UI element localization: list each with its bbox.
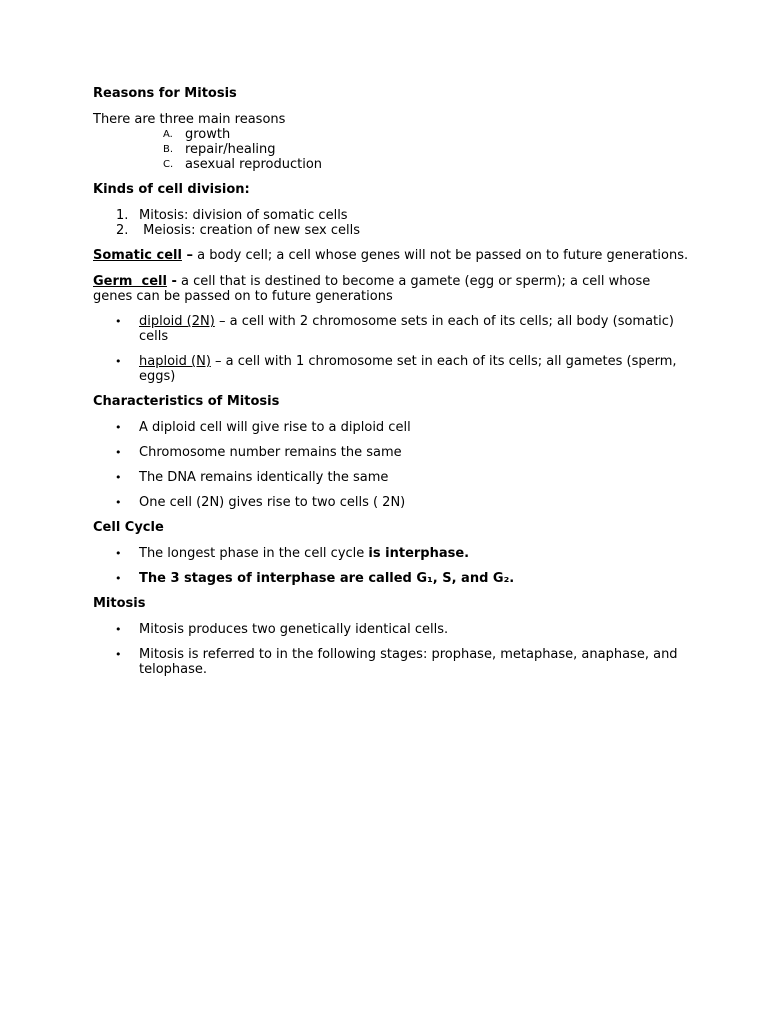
- somatic-def-text: a body cell; a cell whose genes will not be passed on to future generations.: [192, 248, 689, 263]
- bullet-icon: •: [115, 547, 122, 560]
- list-item-text: – a cell with 1 chromosome set in each of its cells; all gametes (sperm, eggs): [139, 354, 677, 384]
- list-item: [93, 223, 693, 238]
- characteristics-heading: Characteristics of Mitosis: [93, 394, 280, 409]
- bullet-icon: •: [115, 496, 122, 509]
- list-item-bold-text: is interphase.: [368, 546, 470, 561]
- list-item-text: – a cell with 2 chromosome sets in each of its cells; all body (somatic) cells: [139, 314, 674, 344]
- list-item-text: The longest phase in the cell cycle: [139, 546, 369, 561]
- cell-cycle-heading: Cell Cycle: [93, 520, 164, 535]
- bullet-icon: •: [115, 355, 122, 368]
- ploidy-list: [93, 314, 693, 384]
- list-item-text: asexual reproduction: [185, 157, 323, 172]
- list-item: [93, 571, 693, 586]
- list-item: [93, 354, 693, 384]
- list-item: [93, 127, 693, 142]
- bullet-icon: •: [115, 446, 122, 459]
- list-item: [93, 647, 693, 677]
- list-item-text: One cell (2N) gives rise to two cells ( 2N): [139, 495, 406, 510]
- document-page: [93, 86, 693, 677]
- list-item: [93, 470, 693, 485]
- list-item: [93, 445, 693, 460]
- list-marker: C.: [163, 159, 174, 170]
- list-item-text: A diploid cell will give rise to a diploid cell: [139, 420, 411, 435]
- list-item: [93, 546, 693, 561]
- somatic-dash: –: [181, 248, 193, 263]
- reasons-intro: There are three main reasons: [93, 112, 286, 127]
- kinds-list: [93, 208, 693, 238]
- germ-dash: -: [166, 274, 177, 289]
- characteristics-list: [93, 420, 693, 510]
- cell-cycle-list: [93, 546, 693, 586]
- list-item: [93, 157, 693, 172]
- list-marker: 1.: [116, 208, 129, 223]
- list-item-text: Mitosis produces two genetically identical cells.: [139, 622, 449, 637]
- list-item-text: The DNA remains identically the same: [139, 470, 389, 485]
- list-item: [93, 495, 693, 510]
- bullet-icon: •: [115, 572, 122, 585]
- list-item-text: The 3 stages of interphase are called G₁, S, and G₂.: [139, 571, 515, 586]
- list-item-text: Mitosis: division of somatic cells: [139, 208, 348, 223]
- germ-def-text: a cell that is destined to become a gamete (egg or sperm); a cell whose genes can be passed on to future generations: [93, 274, 651, 304]
- haploid-term: haploid (N): [139, 354, 211, 369]
- somatic-definition: [93, 248, 693, 263]
- mitosis-list: [93, 622, 693, 677]
- bullet-icon: •: [115, 471, 122, 484]
- list-item: [93, 208, 693, 223]
- reasons-list: [93, 127, 693, 172]
- kinds-heading: Kinds of cell division:: [93, 182, 250, 197]
- list-item: [93, 420, 693, 435]
- somatic-term: Somatic cell: [93, 248, 182, 263]
- diploid-term: diploid (2N): [139, 314, 215, 329]
- germ-term: Germ cell: [93, 274, 167, 289]
- list-item: [93, 622, 693, 637]
- reasons-heading: Reasons for Mitosis: [93, 86, 237, 101]
- list-item-text: repair/healing: [185, 142, 276, 157]
- bullet-icon: •: [115, 623, 122, 636]
- list-item-text: Meiosis: creation of new sex cells: [139, 223, 360, 238]
- germ-definition: [93, 274, 693, 304]
- list-item-text: Mitosis is referred to in the following stages: prophase, metaphase, anaphase, and telophase.: [139, 647, 678, 677]
- list-marker: A.: [163, 129, 173, 140]
- bullet-icon: •: [115, 421, 122, 434]
- list-marker: 2.: [116, 223, 129, 238]
- list-marker: B.: [163, 144, 174, 155]
- bullet-icon: •: [115, 315, 122, 328]
- list-item-text: Chromosome number remains the same: [139, 445, 402, 460]
- list-item-text: growth: [185, 127, 231, 142]
- mitosis-heading: Mitosis: [93, 596, 146, 611]
- list-item: [93, 142, 693, 157]
- bullet-icon: •: [115, 648, 122, 661]
- list-item: [93, 314, 693, 344]
